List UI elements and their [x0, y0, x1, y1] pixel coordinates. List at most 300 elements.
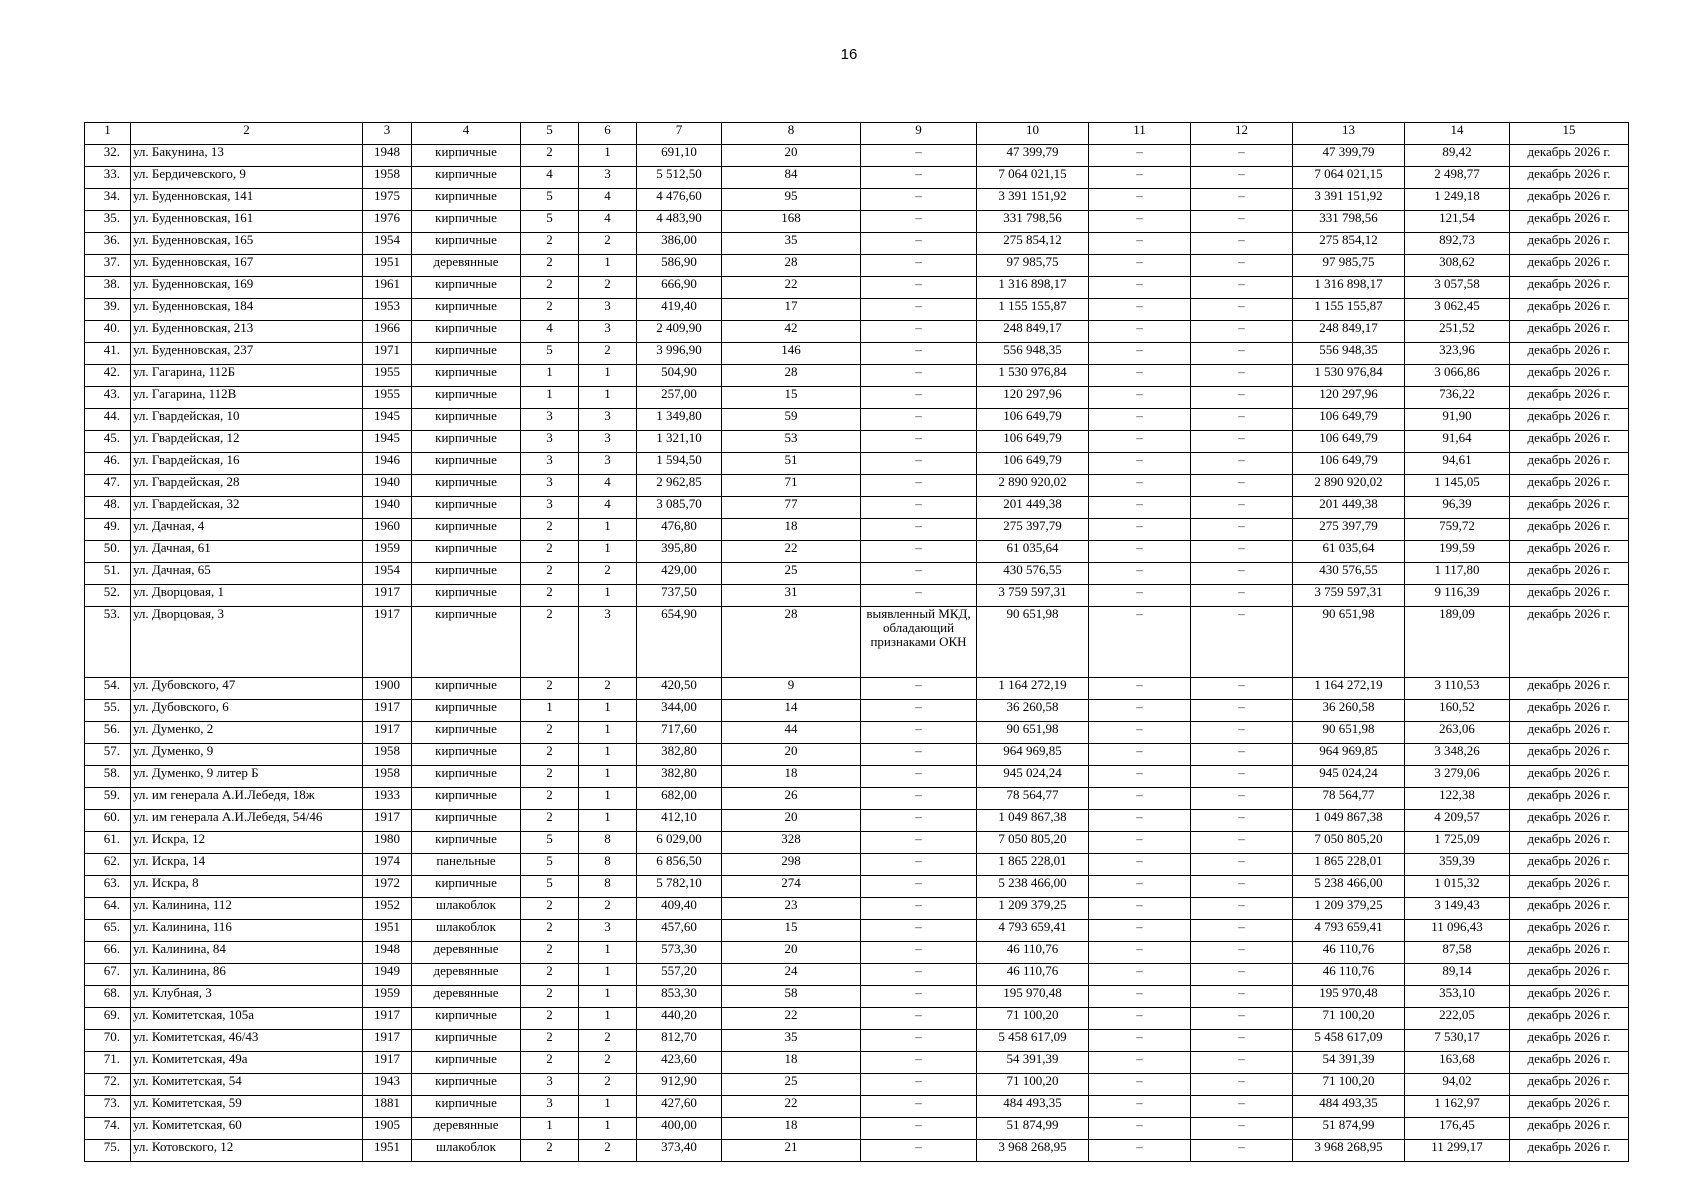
- col-12-cell: –: [1191, 167, 1293, 189]
- residents-cell: 26: [722, 788, 861, 810]
- total-cost-cell: 7 050 805,20: [1293, 832, 1405, 854]
- floors-cell: 2: [521, 722, 579, 744]
- okn-status-cell: –: [861, 541, 977, 563]
- cost-cell: 2 890 920,02: [977, 475, 1089, 497]
- deadline-cell: декабрь 2026 г.: [1510, 876, 1629, 898]
- col-11-cell: –: [1089, 277, 1191, 299]
- wall-material-cell: деревянные: [412, 942, 521, 964]
- row-number-cell: 50.: [85, 541, 131, 563]
- table-row: [85, 519, 1629, 541]
- residents-cell: 42: [722, 321, 861, 343]
- deadline-cell: декабрь 2026 г.: [1510, 1030, 1629, 1052]
- deadline-cell: декабрь 2026 г.: [1510, 1008, 1629, 1030]
- row-number-cell: 51.: [85, 563, 131, 585]
- header-cell-1: 1: [85, 123, 131, 145]
- address-cell: ул. Думенко, 9: [131, 744, 363, 766]
- total-cost-cell: 331 798,56: [1293, 211, 1405, 233]
- row-number-cell: 66.: [85, 942, 131, 964]
- floors-cell: 3: [521, 431, 579, 453]
- address-cell: ул. Калинина, 84: [131, 942, 363, 964]
- table-row: [85, 277, 1629, 299]
- area-cell: 4 483,90: [637, 211, 722, 233]
- row-number-cell: 73.: [85, 1096, 131, 1118]
- build-year-cell: 1974: [363, 854, 412, 876]
- table-row: [85, 453, 1629, 475]
- deadline-cell: декабрь 2026 г.: [1510, 167, 1629, 189]
- deadline-cell: декабрь 2026 г.: [1510, 189, 1629, 211]
- col-11-cell: –: [1089, 766, 1191, 788]
- table-row: [85, 1030, 1629, 1052]
- total-cost-cell: 2 890 920,02: [1293, 475, 1405, 497]
- area-cell: 429,00: [637, 563, 722, 585]
- area-cell: 912,90: [637, 1074, 722, 1096]
- col-12-cell: –: [1191, 964, 1293, 986]
- col-11-cell: –: [1089, 854, 1191, 876]
- col-12-cell: –: [1191, 365, 1293, 387]
- entrances-cell: 1: [579, 365, 637, 387]
- entrances-cell: 2: [579, 563, 637, 585]
- table-row: [85, 1140, 1629, 1162]
- cost-cell: 47 399,79: [977, 145, 1089, 167]
- floors-cell: 2: [521, 810, 579, 832]
- col-12-cell: –: [1191, 876, 1293, 898]
- cost-cell: 90 651,98: [977, 607, 1089, 678]
- header-row: [85, 123, 1629, 145]
- build-year-cell: 1917: [363, 700, 412, 722]
- cost-per-sqm-cell: 359,39: [1405, 854, 1510, 876]
- okn-status-cell: –: [861, 321, 977, 343]
- wall-material-cell: кирпичные: [412, 1096, 521, 1118]
- total-cost-cell: 71 100,20: [1293, 1008, 1405, 1030]
- row-number-cell: 45.: [85, 431, 131, 453]
- row-number-cell: 58.: [85, 766, 131, 788]
- floors-cell: 1: [521, 365, 579, 387]
- header-cell-5: 5: [521, 123, 579, 145]
- address-cell: ул. Комитетская, 60: [131, 1118, 363, 1140]
- total-cost-cell: 4 793 659,41: [1293, 920, 1405, 942]
- area-cell: 6 029,00: [637, 832, 722, 854]
- col-12-cell: –: [1191, 1096, 1293, 1118]
- build-year-cell: 1951: [363, 255, 412, 277]
- entrances-cell: 4: [579, 189, 637, 211]
- floors-cell: 3: [521, 1074, 579, 1096]
- deadline-cell: декабрь 2026 г.: [1510, 343, 1629, 365]
- table-row: [85, 321, 1629, 343]
- floors-cell: 5: [521, 189, 579, 211]
- table-row: [85, 920, 1629, 942]
- area-cell: 419,40: [637, 299, 722, 321]
- deadline-cell: декабрь 2026 г.: [1510, 409, 1629, 431]
- col-12-cell: –: [1191, 986, 1293, 1008]
- cost-per-sqm-cell: 4 209,57: [1405, 810, 1510, 832]
- table-row: [85, 497, 1629, 519]
- okn-status-cell: –: [861, 453, 977, 475]
- address-cell: ул. Клубная, 3: [131, 986, 363, 1008]
- col-11-cell: –: [1089, 607, 1191, 678]
- cost-per-sqm-cell: 121,54: [1405, 211, 1510, 233]
- header-cell-11: 11: [1089, 123, 1191, 145]
- col-12-cell: –: [1191, 744, 1293, 766]
- deadline-cell: декабрь 2026 г.: [1510, 563, 1629, 585]
- row-number-cell: 33.: [85, 167, 131, 189]
- col-12-cell: –: [1191, 898, 1293, 920]
- cost-per-sqm-cell: 353,10: [1405, 986, 1510, 1008]
- table-row: [85, 211, 1629, 233]
- col-11-cell: –: [1089, 1118, 1191, 1140]
- residents-cell: 22: [722, 277, 861, 299]
- build-year-cell: 1948: [363, 145, 412, 167]
- okn-status-cell: –: [861, 255, 977, 277]
- entrances-cell: 3: [579, 321, 637, 343]
- deadline-cell: декабрь 2026 г.: [1510, 233, 1629, 255]
- header-cell-13: 13: [1293, 123, 1405, 145]
- wall-material-cell: деревянные: [412, 1118, 521, 1140]
- residents-cell: 20: [722, 942, 861, 964]
- entrances-cell: 1: [579, 788, 637, 810]
- col-11-cell: –: [1089, 519, 1191, 541]
- cost-cell: 195 970,48: [977, 986, 1089, 1008]
- okn-status-cell: –: [861, 299, 977, 321]
- row-number-cell: 34.: [85, 189, 131, 211]
- okn-status-cell: –: [861, 277, 977, 299]
- total-cost-cell: 61 035,64: [1293, 541, 1405, 563]
- okn-status-cell: –: [861, 1030, 977, 1052]
- residents-cell: 20: [722, 744, 861, 766]
- col-11-cell: –: [1089, 365, 1191, 387]
- okn-status-cell: –: [861, 145, 977, 167]
- residents-cell: 20: [722, 145, 861, 167]
- col-12-cell: –: [1191, 1118, 1293, 1140]
- residents-cell: 14: [722, 700, 861, 722]
- col-12-cell: –: [1191, 189, 1293, 211]
- entrances-cell: 1: [579, 942, 637, 964]
- floors-cell: 2: [521, 744, 579, 766]
- cost-cell: 1 530 976,84: [977, 365, 1089, 387]
- cost-per-sqm-cell: 94,02: [1405, 1074, 1510, 1096]
- col-12-cell: –: [1191, 409, 1293, 431]
- residents-cell: 274: [722, 876, 861, 898]
- residents-cell: 77: [722, 497, 861, 519]
- col-12-cell: –: [1191, 920, 1293, 942]
- build-year-cell: 1960: [363, 519, 412, 541]
- area-cell: 423,60: [637, 1052, 722, 1074]
- okn-status-cell: –: [861, 167, 977, 189]
- address-cell: ул. Комитетская, 46/43: [131, 1030, 363, 1052]
- floors-cell: 5: [521, 854, 579, 876]
- col-12-cell: –: [1191, 700, 1293, 722]
- cost-per-sqm-cell: 3 279,06: [1405, 766, 1510, 788]
- cost-per-sqm-cell: 1 145,05: [1405, 475, 1510, 497]
- col-12-cell: –: [1191, 541, 1293, 563]
- entrances-cell: 1: [579, 519, 637, 541]
- okn-status-cell: –: [861, 585, 977, 607]
- cost-per-sqm-cell: 122,38: [1405, 788, 1510, 810]
- area-cell: 344,00: [637, 700, 722, 722]
- total-cost-cell: 97 985,75: [1293, 255, 1405, 277]
- wall-material-cell: кирпичные: [412, 167, 521, 189]
- okn-status-cell: –: [861, 1008, 977, 1030]
- floors-cell: 5: [521, 832, 579, 854]
- col-11-cell: –: [1089, 211, 1191, 233]
- residents-cell: 59: [722, 409, 861, 431]
- okn-status-cell: –: [861, 744, 977, 766]
- row-number-cell: 64.: [85, 898, 131, 920]
- cost-per-sqm-cell: 96,39: [1405, 497, 1510, 519]
- floors-cell: 2: [521, 1140, 579, 1162]
- col-12-cell: –: [1191, 255, 1293, 277]
- entrances-cell: 1: [579, 810, 637, 832]
- entrances-cell: 1: [579, 766, 637, 788]
- col-12-cell: –: [1191, 277, 1293, 299]
- cost-per-sqm-cell: 1 162,97: [1405, 1096, 1510, 1118]
- col-12-cell: –: [1191, 1074, 1293, 1096]
- build-year-cell: 1945: [363, 431, 412, 453]
- cost-cell: 248 849,17: [977, 321, 1089, 343]
- cost-cell: 7 050 805,20: [977, 832, 1089, 854]
- total-cost-cell: 1 530 976,84: [1293, 365, 1405, 387]
- wall-material-cell: кирпичные: [412, 810, 521, 832]
- deadline-cell: декабрь 2026 г.: [1510, 766, 1629, 788]
- header-cell-14: 14: [1405, 123, 1510, 145]
- area-cell: 812,70: [637, 1030, 722, 1052]
- cost-cell: 78 564,77: [977, 788, 1089, 810]
- residents-cell: 17: [722, 299, 861, 321]
- area-cell: 853,30: [637, 986, 722, 1008]
- cost-per-sqm-cell: 1 117,80: [1405, 563, 1510, 585]
- floors-cell: 2: [521, 1008, 579, 1030]
- total-cost-cell: 275 397,79: [1293, 519, 1405, 541]
- build-year-cell: 1958: [363, 766, 412, 788]
- floors-cell: 2: [521, 255, 579, 277]
- entrances-cell: 2: [579, 1052, 637, 1074]
- wall-material-cell: деревянные: [412, 255, 521, 277]
- okn-status-cell: –: [861, 497, 977, 519]
- table-row: [85, 299, 1629, 321]
- area-cell: 6 856,50: [637, 854, 722, 876]
- wall-material-cell: кирпичные: [412, 343, 521, 365]
- col-11-cell: –: [1089, 255, 1191, 277]
- wall-material-cell: кирпичные: [412, 409, 521, 431]
- floors-cell: 2: [521, 299, 579, 321]
- cost-per-sqm-cell: 89,14: [1405, 964, 1510, 986]
- cost-cell: 71 100,20: [977, 1008, 1089, 1030]
- deadline-cell: декабрь 2026 г.: [1510, 788, 1629, 810]
- build-year-cell: 1940: [363, 497, 412, 519]
- build-year-cell: 1917: [363, 1030, 412, 1052]
- cost-cell: 7 064 021,15: [977, 167, 1089, 189]
- col-11-cell: –: [1089, 475, 1191, 497]
- okn-status-cell: –: [861, 876, 977, 898]
- floors-cell: 3: [521, 453, 579, 475]
- area-cell: 1 594,50: [637, 453, 722, 475]
- row-number-cell: 75.: [85, 1140, 131, 1162]
- residents-cell: 25: [722, 563, 861, 585]
- col-12-cell: –: [1191, 497, 1293, 519]
- col-11-cell: –: [1089, 942, 1191, 964]
- entrances-cell: 2: [579, 1030, 637, 1052]
- okn-status-cell: –: [861, 722, 977, 744]
- cost-per-sqm-cell: 160,52: [1405, 700, 1510, 722]
- cost-per-sqm-cell: 308,62: [1405, 255, 1510, 277]
- table-row: [85, 365, 1629, 387]
- area-cell: 557,20: [637, 964, 722, 986]
- row-number-cell: 37.: [85, 255, 131, 277]
- cost-cell: 1 209 379,25: [977, 898, 1089, 920]
- build-year-cell: 1954: [363, 563, 412, 585]
- col-11-cell: –: [1089, 700, 1191, 722]
- cost-cell: 1 865 228,01: [977, 854, 1089, 876]
- address-cell: ул. Искра, 14: [131, 854, 363, 876]
- cost-per-sqm-cell: 163,68: [1405, 1052, 1510, 1074]
- total-cost-cell: 945 024,24: [1293, 766, 1405, 788]
- cost-per-sqm-cell: 9 116,39: [1405, 585, 1510, 607]
- area-cell: 666,90: [637, 277, 722, 299]
- deadline-cell: декабрь 2026 г.: [1510, 1074, 1629, 1096]
- area-cell: 5 512,50: [637, 167, 722, 189]
- floors-cell: 2: [521, 233, 579, 255]
- col-12-cell: –: [1191, 321, 1293, 343]
- header-cell-9: 9: [861, 123, 977, 145]
- col-11-cell: –: [1089, 744, 1191, 766]
- table-row: [85, 1118, 1629, 1140]
- entrances-cell: 1: [579, 700, 637, 722]
- total-cost-cell: 484 493,35: [1293, 1096, 1405, 1118]
- residents-cell: 53: [722, 431, 861, 453]
- address-cell: ул. Дубовского, 6: [131, 700, 363, 722]
- wall-material-cell: кирпичные: [412, 475, 521, 497]
- cost-per-sqm-cell: 1 249,18: [1405, 189, 1510, 211]
- build-year-cell: 1959: [363, 986, 412, 1008]
- build-year-cell: 1961: [363, 277, 412, 299]
- total-cost-cell: 90 651,98: [1293, 607, 1405, 678]
- area-cell: 586,90: [637, 255, 722, 277]
- header-cell-6: 6: [579, 123, 637, 145]
- area-cell: 4 476,60: [637, 189, 722, 211]
- address-cell: ул. Думенко, 9 литер Б: [131, 766, 363, 788]
- wall-material-cell: кирпичные: [412, 1052, 521, 1074]
- table-row: [85, 1074, 1629, 1096]
- address-cell: ул. Буденновская, 161: [131, 211, 363, 233]
- build-year-cell: 1917: [363, 722, 412, 744]
- address-cell: ул. Гвардейская, 12: [131, 431, 363, 453]
- col-12-cell: –: [1191, 788, 1293, 810]
- total-cost-cell: 47 399,79: [1293, 145, 1405, 167]
- build-year-cell: 1945: [363, 409, 412, 431]
- col-11-cell: –: [1089, 1008, 1191, 1030]
- floors-cell: 2: [521, 942, 579, 964]
- cost-per-sqm-cell: 7 530,17: [1405, 1030, 1510, 1052]
- table-row: [85, 1052, 1629, 1074]
- address-cell: ул. Калинина, 116: [131, 920, 363, 942]
- total-cost-cell: 430 576,55: [1293, 563, 1405, 585]
- table-row: [85, 898, 1629, 920]
- area-cell: 457,60: [637, 920, 722, 942]
- col-11-cell: –: [1089, 678, 1191, 700]
- row-number-cell: 36.: [85, 233, 131, 255]
- deadline-cell: декабрь 2026 г.: [1510, 1052, 1629, 1074]
- cost-per-sqm-cell: 736,22: [1405, 387, 1510, 409]
- total-cost-cell: 7 064 021,15: [1293, 167, 1405, 189]
- cost-per-sqm-cell: 189,09: [1405, 607, 1510, 678]
- address-cell: ул. Дачная, 65: [131, 563, 363, 585]
- residents-cell: 20: [722, 810, 861, 832]
- col-12-cell: –: [1191, 942, 1293, 964]
- deadline-cell: декабрь 2026 г.: [1510, 832, 1629, 854]
- entrances-cell: 2: [579, 898, 637, 920]
- area-cell: 395,80: [637, 541, 722, 563]
- row-number-cell: 67.: [85, 964, 131, 986]
- entrances-cell: 1: [579, 964, 637, 986]
- build-year-cell: 1954: [363, 233, 412, 255]
- okn-status-cell: –: [861, 233, 977, 255]
- okn-status-cell: –: [861, 678, 977, 700]
- page-number: 16: [840, 46, 858, 63]
- entrances-cell: 8: [579, 854, 637, 876]
- wall-material-cell: кирпичные: [412, 585, 521, 607]
- entrances-cell: 1: [579, 1096, 637, 1118]
- col-11-cell: –: [1089, 810, 1191, 832]
- address-cell: ул. Буденновская, 184: [131, 299, 363, 321]
- okn-status-cell: –: [861, 1074, 977, 1096]
- floors-cell: 2: [521, 788, 579, 810]
- row-number-cell: 42.: [85, 365, 131, 387]
- col-12-cell: –: [1191, 1052, 1293, 1074]
- deadline-cell: декабрь 2026 г.: [1510, 497, 1629, 519]
- residents-cell: 298: [722, 854, 861, 876]
- deadline-cell: декабрь 2026 г.: [1510, 744, 1629, 766]
- wall-material-cell: кирпичные: [412, 876, 521, 898]
- wall-material-cell: панельные: [412, 854, 521, 876]
- row-number-cell: 55.: [85, 700, 131, 722]
- cost-cell: 97 985,75: [977, 255, 1089, 277]
- address-cell: ул. Гвардейская, 16: [131, 453, 363, 475]
- repair-schedule-table: [84, 122, 1629, 1162]
- row-number-cell: 68.: [85, 986, 131, 1008]
- wall-material-cell: кирпичные: [412, 321, 521, 343]
- cost-cell: 90 651,98: [977, 722, 1089, 744]
- address-cell: ул. им генерала А.И.Лебедя, 18ж: [131, 788, 363, 810]
- address-cell: ул. Комитетская, 54: [131, 1074, 363, 1096]
- okn-status-cell: –: [861, 766, 977, 788]
- cost-cell: 5 238 466,00: [977, 876, 1089, 898]
- area-cell: 2 409,90: [637, 321, 722, 343]
- area-cell: 691,10: [637, 145, 722, 167]
- address-cell: ул. Гагарина, 112Б: [131, 365, 363, 387]
- row-number-cell: 41.: [85, 343, 131, 365]
- build-year-cell: 1980: [363, 832, 412, 854]
- cost-per-sqm-cell: 11 096,43: [1405, 920, 1510, 942]
- entrances-cell: 4: [579, 475, 637, 497]
- deadline-cell: декабрь 2026 г.: [1510, 700, 1629, 722]
- address-cell: ул. Буденновская, 169: [131, 277, 363, 299]
- header-cell-7: 7: [637, 123, 722, 145]
- floors-cell: 2: [521, 964, 579, 986]
- address-cell: ул. им генерала А.И.Лебедя, 54/46: [131, 810, 363, 832]
- cost-cell: 3 391 151,92: [977, 189, 1089, 211]
- col-11-cell: –: [1089, 563, 1191, 585]
- entrances-cell: 2: [579, 1074, 637, 1096]
- total-cost-cell: 1 164 272,19: [1293, 678, 1405, 700]
- wall-material-cell: шлакоблок: [412, 898, 521, 920]
- floors-cell: 2: [521, 563, 579, 585]
- build-year-cell: 1952: [363, 898, 412, 920]
- entrances-cell: 1: [579, 722, 637, 744]
- build-year-cell: 1917: [363, 1008, 412, 1030]
- area-cell: 717,60: [637, 722, 722, 744]
- okn-status-cell: –: [861, 964, 977, 986]
- area-cell: 382,80: [637, 766, 722, 788]
- cost-per-sqm-cell: 91,64: [1405, 431, 1510, 453]
